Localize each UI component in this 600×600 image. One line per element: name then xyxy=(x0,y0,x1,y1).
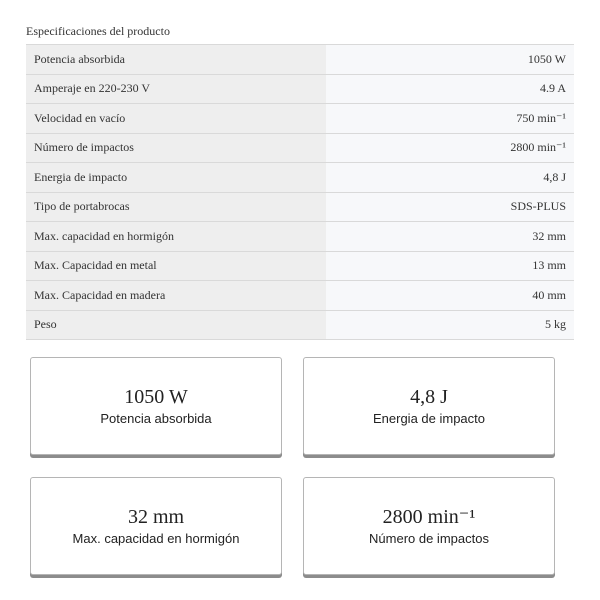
spec-value: 1050 W xyxy=(326,45,574,74)
spec-row xyxy=(26,252,574,282)
spec-value: 13 mm xyxy=(326,252,574,281)
highlight-value: 2800 min⁻¹ xyxy=(382,506,476,528)
spec-label: Amperaje en 220-230 V xyxy=(26,75,326,104)
spec-label: Max. capacidad en hormigón xyxy=(26,222,326,251)
highlight-label: Energia de impacto xyxy=(372,411,485,426)
spec-row xyxy=(26,45,574,75)
spec-value: 750 min⁻¹ xyxy=(326,104,574,133)
spec-value: 40 mm xyxy=(326,281,574,310)
spec-label: Velocidad en vacío xyxy=(26,104,326,133)
spec-value: 2800 min⁻¹ xyxy=(326,134,574,163)
highlight-value: 4,8 J xyxy=(410,386,448,408)
highlight-card-power xyxy=(30,357,282,455)
highlight-value: 32 mm xyxy=(127,506,185,528)
page-title: Especificaciones del producto xyxy=(26,24,170,38)
spec-row xyxy=(26,75,574,105)
spec-label: Max. Capacidad en metal xyxy=(26,252,326,281)
spec-value: 4.9 A xyxy=(326,75,574,104)
spec-value: 4,8 J xyxy=(326,163,574,192)
spec-value: 5 kg xyxy=(326,311,574,340)
spec-value: SDS-PLUS xyxy=(326,193,574,222)
highlight-label: Potencia absorbida xyxy=(100,411,212,426)
spec-row xyxy=(26,193,574,223)
spec-label: Número de impactos xyxy=(26,134,326,163)
spec-label: Max. Capacidad en madera xyxy=(26,281,326,310)
spec-row xyxy=(26,311,574,341)
spec-label: Tipo de portabrocas xyxy=(26,193,326,222)
highlight-label: Max. capacidad en hormigón xyxy=(72,531,240,546)
spec-row xyxy=(26,134,574,164)
highlight-value: 1050 W xyxy=(124,386,188,408)
highlight-card-impacts xyxy=(303,477,555,575)
spec-label: Potencia absorbida xyxy=(26,45,326,74)
highlight-card-impact-energy xyxy=(303,357,555,455)
spec-value: 32 mm xyxy=(326,222,574,251)
spec-label: Energia de impacto xyxy=(26,163,326,192)
highlight-card-concrete-capacity xyxy=(30,477,282,575)
spec-row xyxy=(26,222,574,252)
spec-table xyxy=(26,44,574,340)
spec-row xyxy=(26,104,574,134)
spec-label: Peso xyxy=(26,311,326,340)
spec-row xyxy=(26,163,574,193)
spec-row xyxy=(26,281,574,311)
highlight-label: Número de impactos xyxy=(369,531,489,546)
